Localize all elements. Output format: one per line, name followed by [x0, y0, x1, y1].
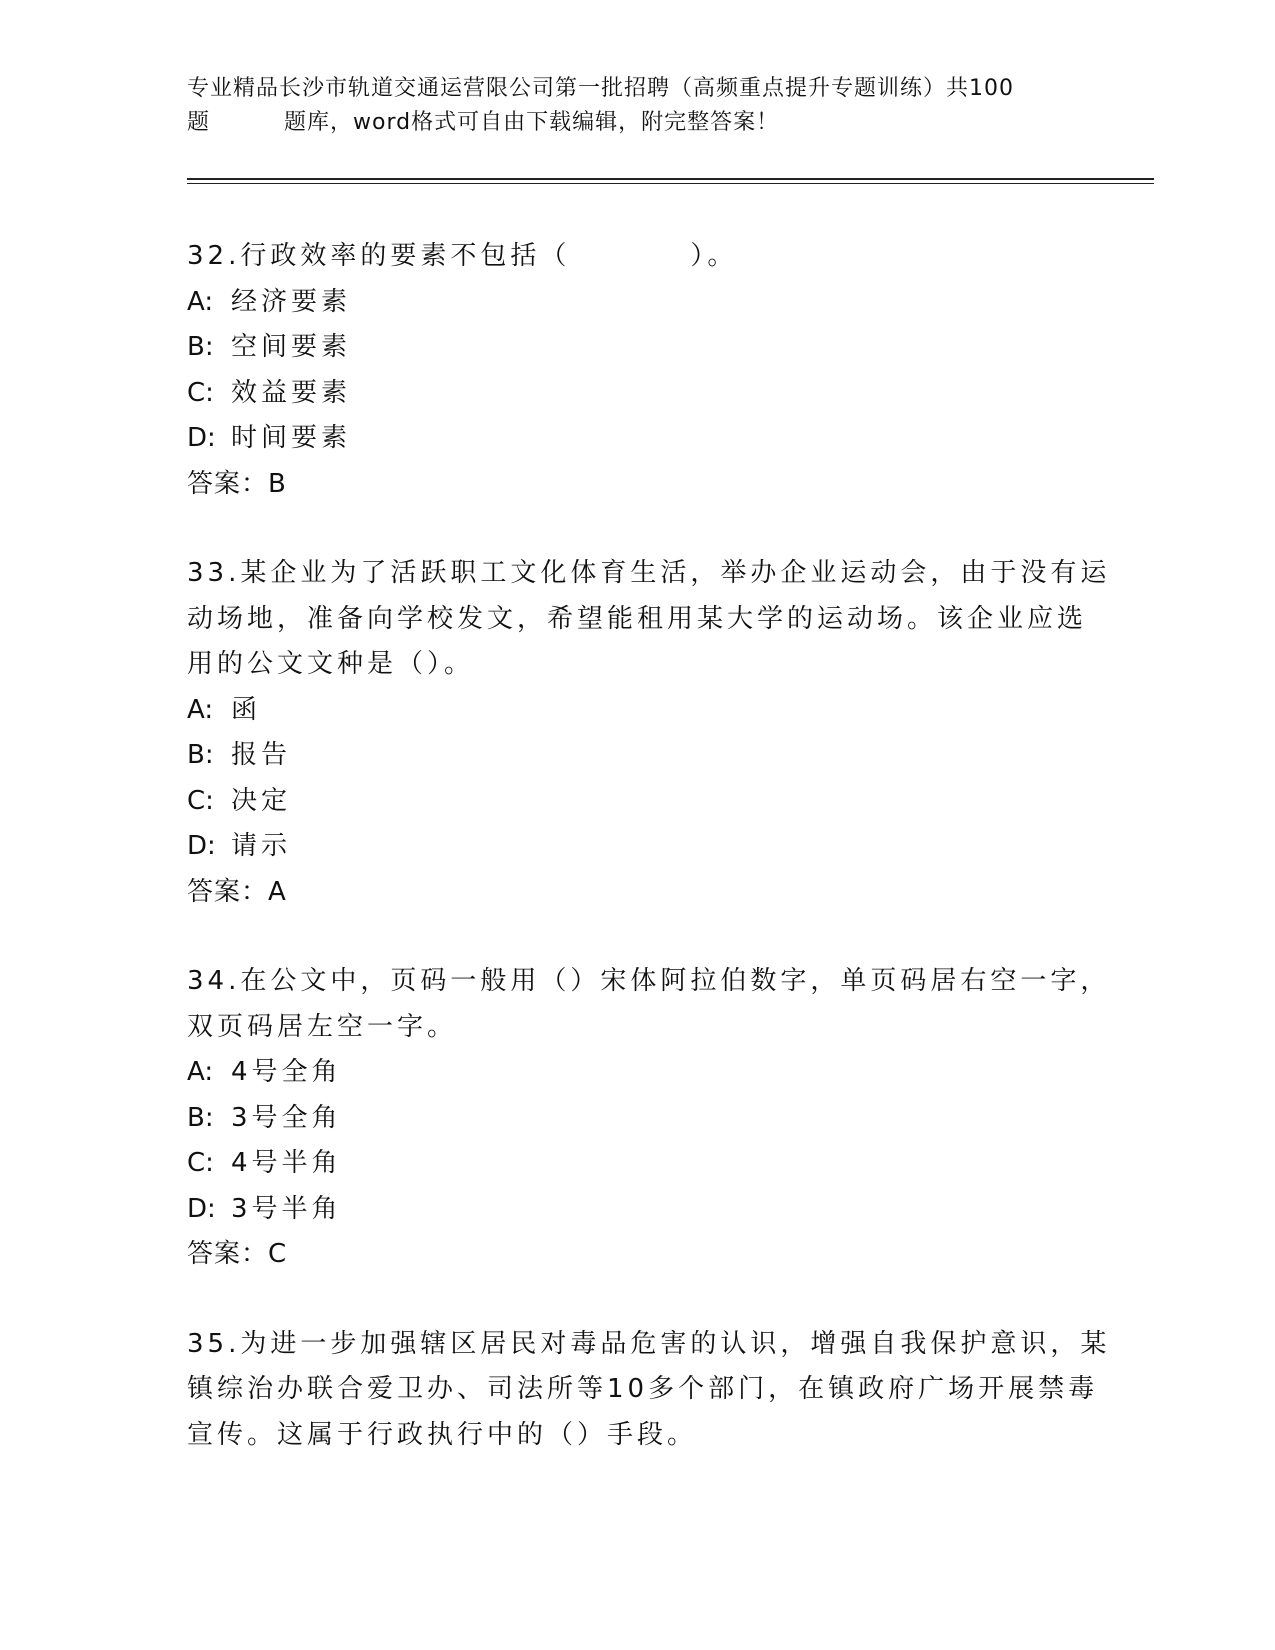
question-32 — [187, 234, 1087, 507]
option-text: 函 — [231, 694, 262, 725]
question-stem: 33.某企业为了活跃职工文化体育生活，举办企业运动会，由于没有运 — [187, 558, 1111, 588]
option-letter: B: — [187, 332, 214, 362]
option-letter: D: — [187, 831, 216, 861]
answer-line: 答案：C — [187, 1239, 288, 1269]
question-stem: 35.为进一步加强辖区居民对毒品危害的认识，增强自我保护意识，某 — [187, 1328, 1111, 1359]
option-text: 4号半角 — [231, 1148, 342, 1178]
header-divider-thin — [187, 183, 1154, 184]
option-letter: B: — [187, 740, 214, 770]
option-text: 空间要素 — [231, 332, 352, 362]
question-35 — [187, 1322, 1111, 1459]
option-text: 请示 — [231, 831, 292, 861]
header-title-line2-left: 题 — [187, 110, 211, 135]
header-divider-thick — [187, 178, 1154, 180]
option-a — [187, 280, 1087, 326]
option-letter: A: — [187, 286, 214, 317]
option-a — [187, 1050, 1087, 1096]
option-b — [187, 1096, 1087, 1142]
question-34 — [187, 959, 1111, 1278]
option-b — [187, 325, 1087, 371]
option-a — [187, 688, 1087, 734]
question-stem: 双页码居左空一字。 — [187, 1011, 458, 1042]
header-title-line2-right: 题库，word格式可自由下载编辑，附完整答案！ — [284, 110, 780, 135]
question-stem: 32.行政效率的要素不包括（ ）。 — [187, 241, 738, 271]
question-stem: 动场地，准备向学校发文，希望能租用某大学的运动场。该企业应选 — [187, 603, 1088, 634]
question-stem: 镇综治办联合爱卫办、司法所等10多个部门，在镇政府广场开展禁毒 — [187, 1374, 1099, 1404]
answer-line: 答案：B — [187, 468, 287, 499]
option-c — [187, 779, 1087, 825]
option-letter: C: — [187, 785, 214, 816]
page-header — [187, 72, 1087, 140]
option-d — [187, 1187, 1087, 1233]
question-stem: 34.在公文中，页码一般用（）宋体阿拉伯数字，单页码居右空一字， — [187, 966, 1111, 996]
option-d — [187, 824, 1087, 870]
option-letter: B: — [187, 1102, 214, 1133]
option-text: 决定 — [231, 785, 292, 816]
option-letter: C: — [187, 1148, 214, 1178]
question-stem: 宣传。这属于行政执行中的（）手段。 — [187, 1419, 698, 1450]
answer-line: 答案：A — [187, 876, 287, 907]
option-text: 效益要素 — [231, 377, 352, 408]
header-title-line2 — [187, 106, 1087, 140]
option-letter: D: — [187, 423, 216, 453]
option-b — [187, 733, 1087, 779]
question-list — [187, 234, 1111, 1502]
option-text: 4号全角 — [231, 1057, 342, 1087]
question-stem: 用的公文文种是（）。 — [187, 649, 475, 679]
option-letter: A: — [187, 1057, 214, 1087]
option-text: 报告 — [231, 740, 292, 770]
option-letter: C: — [187, 377, 214, 408]
question-33 — [187, 551, 1111, 915]
option-letter: D: — [187, 1193, 216, 1224]
option-c — [187, 371, 1087, 417]
option-text: 时间要素 — [231, 423, 352, 453]
option-letter: A: — [187, 694, 214, 725]
option-text: 3号全角 — [231, 1102, 342, 1133]
option-text: 3号半角 — [231, 1193, 342, 1224]
header-title-line1: 专业精品长沙市轨道交通运营限公司第一批招聘（高频重点提升专题训练）共100 — [187, 76, 1014, 101]
option-d — [187, 416, 1087, 462]
option-text: 经济要素 — [231, 286, 352, 317]
option-c — [187, 1141, 1087, 1187]
